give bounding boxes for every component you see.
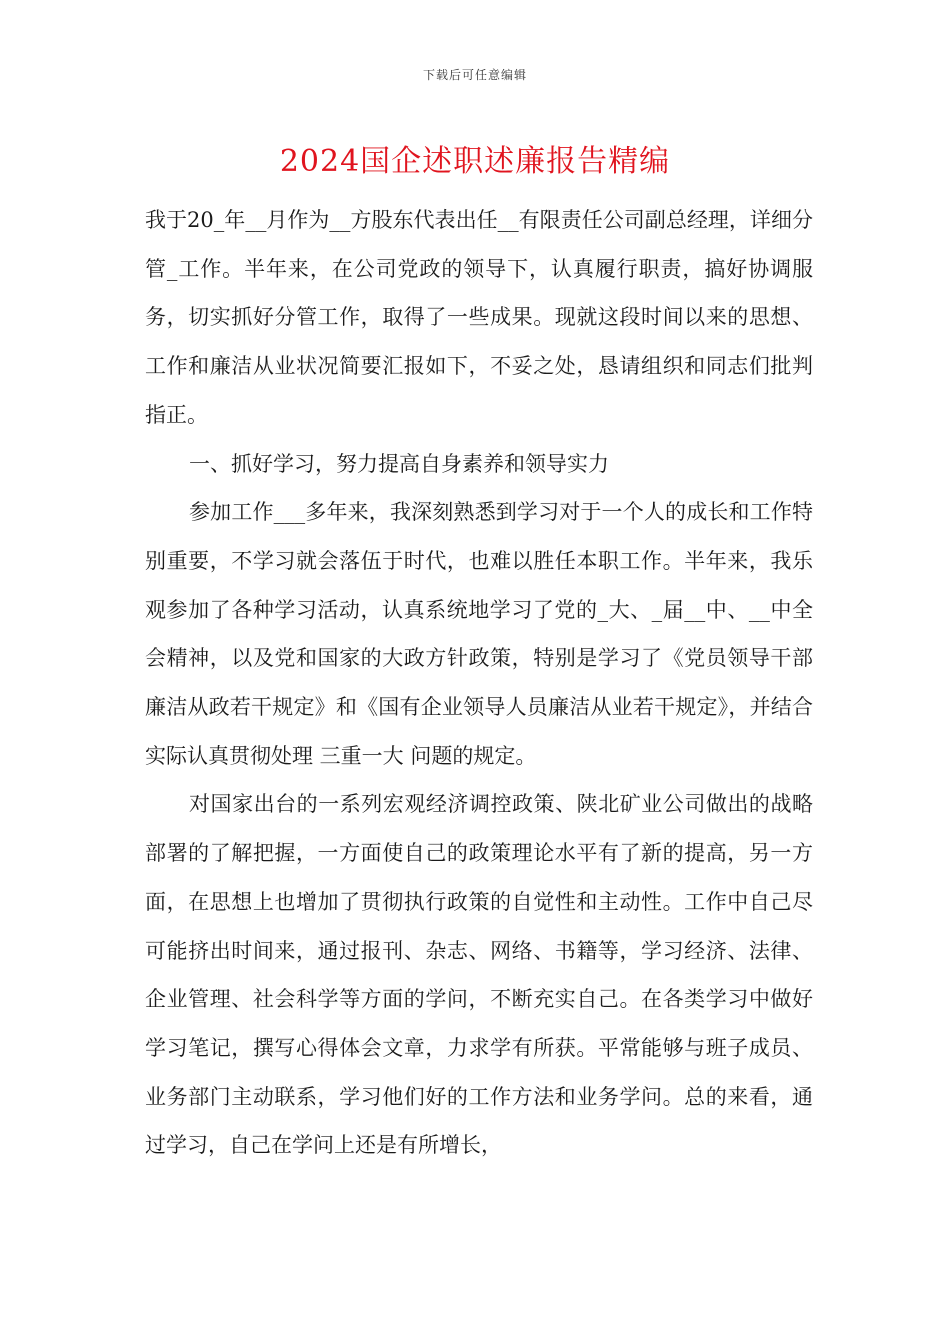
header-note: 下载后可任意编辑 (422, 68, 527, 82)
document-body (145, 196, 813, 1170)
paragraph-study: 参加工作___多年来，我深刻熟悉到学习对于一个人的成长和工作特别重要，不学习就会落伍于时代，也难以胜任本职工作。半年来，我乐观参加了各种学习活动，认真系统地学习了党的_大、_届__中、__中全会精神，以及党和国家的大政方针政策，特别是学习了《党员领导干部廉洁从政若干规定》和《国有企业领导人员廉洁从业若干规定》，并结合实际认真贯彻处理 三重一大 问题的规定。 (145, 500, 813, 768)
section-heading: 一、抓好学习，努力提高自身素养和领导实力 (189, 451, 609, 476)
paragraph-intro: 我于20_年__月作为__方股东代表出任__有限责任公司副总经理，详细分管_工作。半年来，在公司党政的领导下，认真履行职责，搞好协调服务，切实抓好分管工作，取得了一些成果。现就这段时间以来的思想、工作和廉洁从业状况简要汇报如下，不妥之处，恳请组织和同志们批判指正。 (145, 208, 813, 427)
document-title: 2024国企述职述廉报告精编 (279, 144, 671, 179)
paragraph-policy: 对国家出台的一系列宏观经济调控政策、陕北矿业公司做出的战略部署的了解把握，一方面使自己的政策理论水平有了新的提高，另一方面，在思想上也增加了贯彻执行政策的自觉性和主动性。工作中自己尽可能挤出时间来，通过报刊、杂志、网络、书籍等，学习经济、法律、企业管理、社会科学等方面的学问，不断充实自己。在各类学习中做好学习笔记，撰写心得体会文章，力求学有所获。平常能够与班子成员、业务部门主动联系，学习他们好的工作方法和业务学问。总的来看，通过学习，自己在学问上还是有所增长， (145, 792, 813, 1158)
